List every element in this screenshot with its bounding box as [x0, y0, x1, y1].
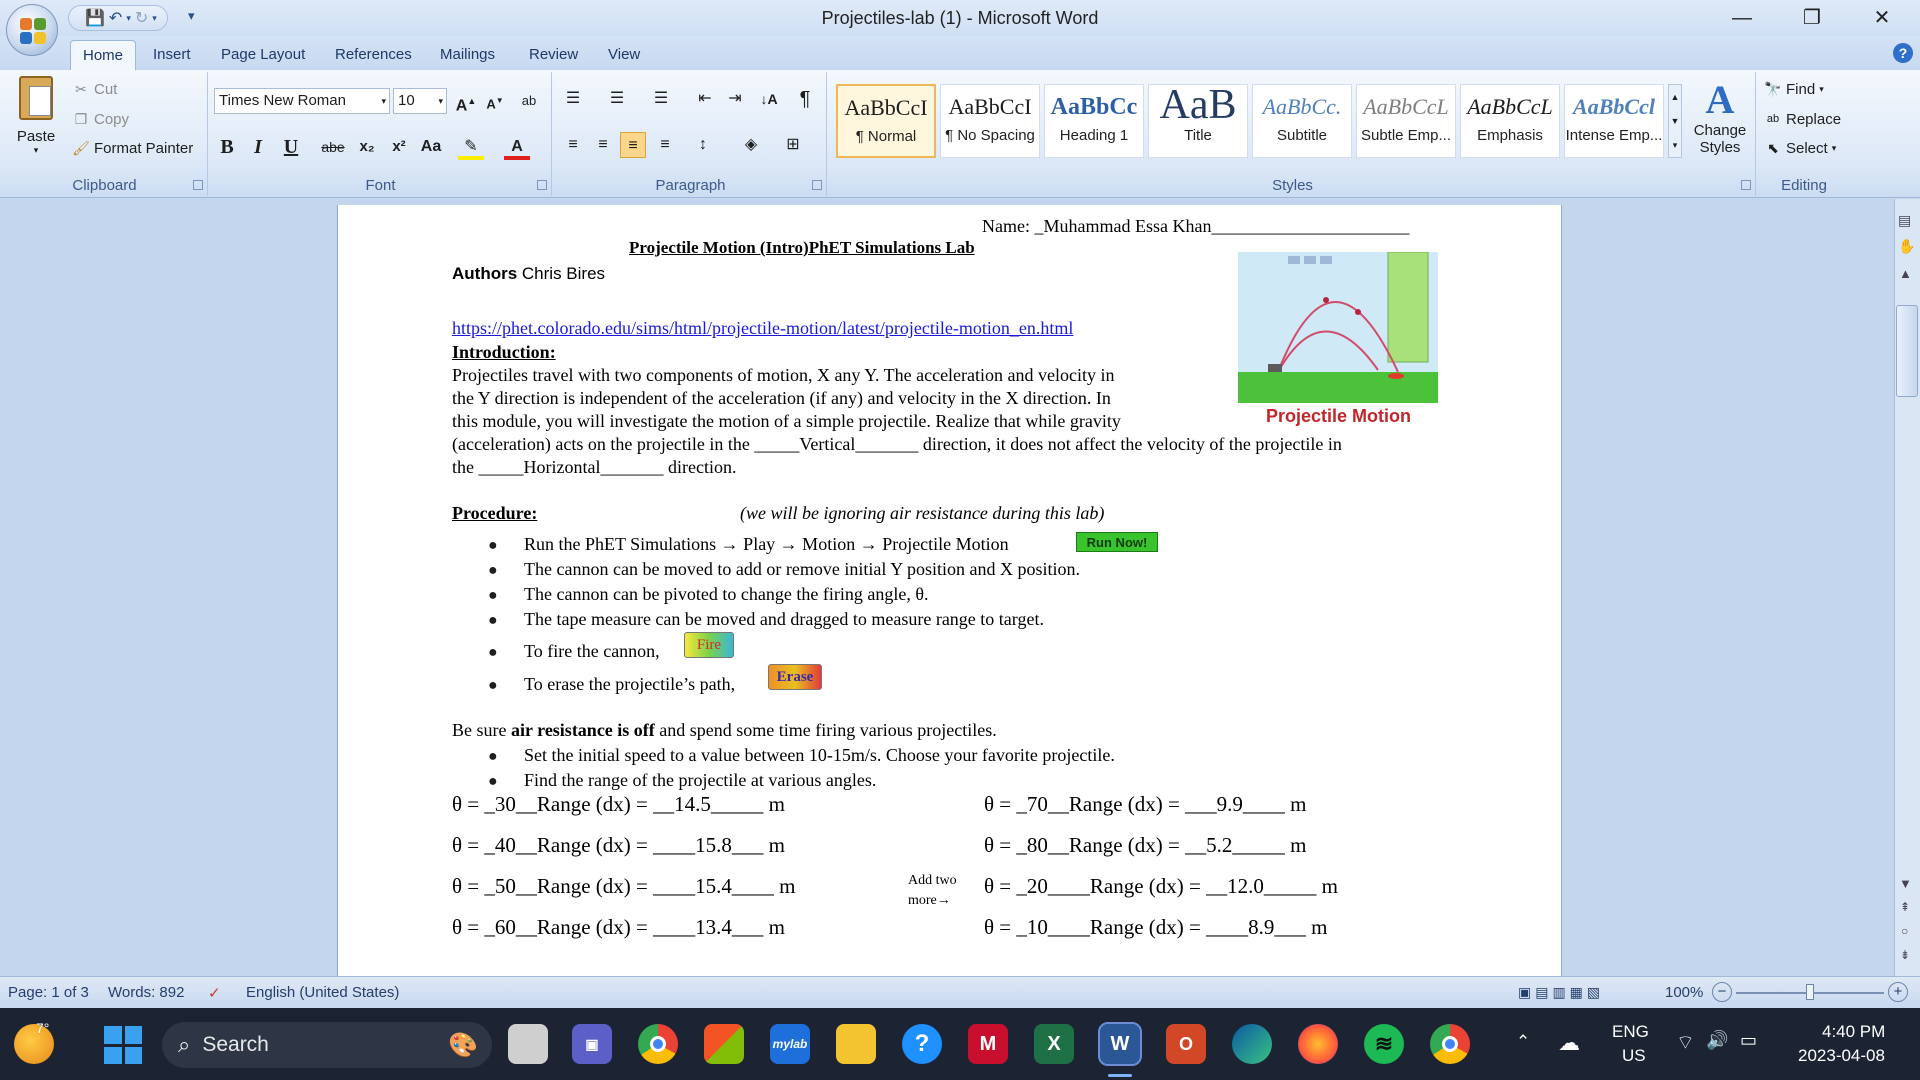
- editing-group-label: Editing: [1781, 177, 1827, 194]
- search-label: Search: [202, 1033, 269, 1056]
- zoom-in-icon[interactable]: +: [1888, 982, 1908, 1002]
- range-left-2: θ = _40__Range (dx) = ____15.8___ m: [452, 833, 785, 857]
- view-buttons-icon[interactable]: ▣▤▥▦▧: [1518, 984, 1605, 1000]
- range-left-1: θ = _30__Range (dx) = __14.5_____ m: [452, 792, 785, 816]
- chrome-profile-icon[interactable]: [1430, 1024, 1470, 1064]
- paste-button[interactable]: Paste ▾: [12, 76, 60, 166]
- style-name: Title: [1184, 127, 1212, 144]
- file-explorer-icon[interactable]: [836, 1024, 876, 1064]
- decrease-indent-icon[interactable]: ⇤: [698, 90, 712, 107]
- office-hub-icon[interactable]: O: [1166, 1024, 1206, 1064]
- select-button[interactable]: ⬉ Select ▾: [1764, 139, 1836, 157]
- range-right-4: θ = _10____Range (dx) = ____8.9___ m: [984, 915, 1328, 939]
- font-size-combo[interactable]: [393, 88, 447, 114]
- clock-date[interactable]: 2023-04-08: [1798, 1046, 1885, 1065]
- tab-home[interactable]: Home: [70, 40, 136, 70]
- show-hidden-icons-icon[interactable]: ⌃: [1516, 1032, 1531, 1051]
- style-name: Subtitle: [1276, 127, 1328, 144]
- close-button[interactable]: ✕: [1873, 7, 1891, 29]
- wifi-icon[interactable]: ⌔: [1676, 1032, 1695, 1054]
- bullet-5: To fire the cannon,: [524, 641, 660, 661]
- format-painter-button[interactable]: [72, 139, 193, 157]
- view-ruler-icon[interactable]: ▤: [1898, 212, 1912, 228]
- customize-qat-icon[interactable]: ▾: [188, 8, 195, 23]
- intro-line-1: Projectiles travel with two components of motion, X any Y. The acceleration and velocity in: [452, 365, 1115, 385]
- previous-page-icon[interactable]: ⇞: [1900, 900, 1911, 914]
- zoom-level[interactable]: 100%: [1665, 984, 1704, 1001]
- windows-start-icon[interactable]: [104, 1026, 142, 1064]
- font-launcher-icon[interactable]: [537, 180, 547, 190]
- copy-icon: ❐: [74, 111, 88, 127]
- battery-icon[interactable]: ▭: [1740, 1030, 1758, 1050]
- weather-temp: 7°: [36, 1020, 50, 1036]
- procedure-note: (we will be ignoring air resistance during this lab): [740, 503, 1105, 523]
- select-browse-object-icon[interactable]: ○: [1901, 924, 1909, 938]
- style-name: Emphasis: [1477, 127, 1543, 144]
- microsoft-store-icon[interactable]: [704, 1024, 744, 1064]
- add-two-label-1: Add two: [908, 873, 957, 888]
- style-sample: AaBbCcI: [844, 95, 928, 120]
- onedrive-icon[interactable]: ☁: [1558, 1030, 1580, 1055]
- style-sample: AaBbCc: [1050, 94, 1138, 120]
- intro-heading: Introduction:: [452, 342, 556, 362]
- tab-references[interactable]: References: [335, 46, 412, 63]
- image-caption: Projectile Motion: [1266, 406, 1412, 426]
- bullet-1: Run the PhET Simulations → Play → Motion → Projectile Motion: [524, 534, 1009, 554]
- phet-link[interactable]: https://phet.colorado.edu/sims/html/projectile-motion/latest/projectile-motion_en.html: [452, 318, 1074, 338]
- window-title: Projectiles-lab (1) - Microsoft Word: [821, 8, 1099, 28]
- align-right-icon[interactable]: ≡: [620, 132, 646, 158]
- air-line-post: and spend some time firing various projectiles.: [659, 720, 997, 740]
- style-title[interactable]: [1148, 84, 1248, 158]
- borders-icon[interactable]: ⊞: [786, 136, 800, 153]
- style-name: Intense Emp...: [1565, 127, 1663, 144]
- style-heading-1[interactable]: [1044, 84, 1144, 158]
- excel-icon[interactable]: X: [1034, 1024, 1074, 1064]
- underline-icon[interactable]: U: [283, 136, 299, 158]
- styles-scroll[interactable]: ▲ ▼ ▾: [1668, 84, 1682, 158]
- style-sample: AaBbCcI: [948, 94, 1032, 119]
- word-count[interactable]: Words: 892: [108, 984, 185, 1001]
- language-us[interactable]: US: [1622, 1046, 1646, 1065]
- air-line-pre: Be sure: [452, 720, 507, 740]
- bullet-icon: ●: [488, 562, 498, 579]
- replace-label: Replace: [1786, 110, 1842, 128]
- bullet-icon: ●: [488, 748, 498, 765]
- align-center-icon[interactable]: ≡: [598, 136, 608, 153]
- status-bar: [0, 976, 1920, 1008]
- procedure-heading: Procedure:: [452, 503, 538, 523]
- find-label: Find: [1786, 80, 1816, 98]
- clipboard-launcher-icon[interactable]: [193, 180, 203, 190]
- zoom-slider-thumb[interactable]: [1806, 984, 1814, 1000]
- paste-label: Paste: [16, 128, 56, 145]
- bullets-icon[interactable]: ☰: [565, 90, 581, 107]
- save-icon[interactable]: 💾: [85, 10, 105, 27]
- sort-icon[interactable]: ↓A: [760, 91, 778, 107]
- clipboard-group-label: Clipboard: [72, 177, 137, 194]
- bullet-6: To erase the projectile’s path,: [524, 674, 736, 694]
- highlight-icon[interactable]: ✎: [458, 134, 484, 160]
- get-help-icon[interactable]: ?: [902, 1024, 942, 1064]
- projectile-motion-image: [1238, 252, 1438, 403]
- bold-icon[interactable]: B: [220, 136, 234, 158]
- scroll-down-icon[interactable]: ▼: [1899, 876, 1912, 891]
- change-styles-label: Change Styles: [1693, 122, 1747, 156]
- projectile-illustration: [1238, 252, 1438, 403]
- authors-label: Authors: [452, 264, 518, 283]
- shrink-font-icon[interactable]: A▼: [486, 96, 504, 112]
- chevron-down-icon[interactable]: ▾: [438, 96, 443, 106]
- italic-icon[interactable]: I: [254, 136, 262, 158]
- replace-icon: ab: [1766, 113, 1780, 125]
- language-status[interactable]: English (United States): [246, 984, 400, 1001]
- add-two-label-2: more→: [908, 893, 951, 908]
- clipboard-icon: [19, 76, 53, 120]
- select-label: Select: [1786, 139, 1828, 157]
- style-normal[interactable]: [836, 84, 936, 158]
- search-icon: ⌕: [178, 1032, 191, 1057]
- help-icon[interactable]: ?: [1893, 43, 1913, 63]
- tab-view[interactable]: View: [608, 46, 641, 63]
- bullet-2: The cannon can be moved to add or remove initial Y position and X position.: [524, 559, 1081, 579]
- cursor-icon: ⬉: [1767, 140, 1779, 156]
- authors-value: Chris Bires: [521, 264, 606, 283]
- name-line: Name: _Muhammad Essa Khan______________________: [982, 216, 1410, 236]
- office-button[interactable]: [6, 4, 58, 56]
- styles-group-label: Styles: [1272, 177, 1313, 194]
- intro-line-5: the _____Horizontal_______ direction.: [452, 457, 737, 477]
- style-intense-emphasis[interactable]: [1564, 84, 1664, 158]
- align-left-icon[interactable]: ≡: [568, 136, 578, 153]
- font-color-icon[interactable]: A: [504, 134, 530, 160]
- run-now-button[interactable]: Run Now!: [1076, 532, 1158, 552]
- multilevel-list-icon[interactable]: ☰: [653, 90, 669, 107]
- fire-button[interactable]: Fire: [684, 632, 734, 658]
- authors-line: [452, 264, 605, 284]
- font-group-label: Font: [365, 177, 396, 194]
- intro-line-4: (acceleration) acts on the projectile in the _____Vertical_______ direction, it does not affect the velocity of the projectile in: [452, 434, 1342, 454]
- tab-review[interactable]: Review: [529, 46, 579, 63]
- scroll-thumb[interactable]: [1896, 305, 1918, 397]
- teams-chat-icon[interactable]: ▣: [572, 1024, 612, 1064]
- style-emphasis[interactable]: [1460, 84, 1560, 158]
- style-subtle-emphasis[interactable]: [1356, 84, 1456, 158]
- search-highlight-icon: 🎨: [448, 1031, 478, 1059]
- page-count[interactable]: Page: 1 of 3: [8, 984, 89, 1001]
- font-name-value: Times New Roman: [219, 92, 346, 109]
- style-sample: AaBbCc.: [1262, 94, 1342, 119]
- cut-button[interactable]: [72, 80, 117, 98]
- style-subtitle[interactable]: [1252, 84, 1352, 158]
- increase-indent-icon[interactable]: ⇥: [728, 90, 742, 107]
- style-sample: AaBbCcl: [1573, 94, 1655, 119]
- bullet-icon: ●: [488, 644, 498, 661]
- word-icon[interactable]: W: [1100, 1024, 1140, 1064]
- mcafee-icon[interactable]: M: [968, 1024, 1008, 1064]
- tab-page-layout[interactable]: Page Layout: [221, 46, 306, 63]
- bullet-icon: ●: [488, 677, 498, 694]
- erase-button[interactable]: Erase: [768, 664, 822, 690]
- numbering-icon[interactable]: ☰: [609, 90, 625, 107]
- proofing-icon[interactable]: ✓: [208, 985, 221, 1002]
- cut-label: Cut: [94, 80, 118, 98]
- replace-button[interactable]: [1764, 110, 1841, 128]
- font-size-value: 10: [398, 92, 415, 109]
- paragraph-group-label: Paragraph: [655, 177, 726, 194]
- range-left-3: θ = _50__Range (dx) = ____15.4____ m: [452, 874, 796, 898]
- air-line-bold: air resistance is off: [510, 720, 655, 740]
- find-button[interactable]: 🔭 Find ▾: [1764, 80, 1824, 98]
- range-right-3: θ = _20____Range (dx) = __12.0_____ m: [984, 874, 1338, 898]
- style-no-spacing[interactable]: [940, 84, 1040, 158]
- air-resistance-line: [452, 720, 997, 741]
- zoom-out-icon[interactable]: −: [1712, 982, 1732, 1002]
- scroll-up-icon[interactable]: ▲: [1899, 266, 1912, 281]
- bullet2-2: Find the range of the projectile at various angles.: [524, 770, 877, 790]
- tab-insert[interactable]: Insert: [153, 46, 191, 63]
- intro-line-3: this module, you will investigate the motion of a simple projectile. Realize that while gravity: [452, 411, 1121, 431]
- style-sample: AaB: [1159, 85, 1237, 127]
- subscript-icon[interactable]: x₂: [359, 138, 375, 155]
- binoculars-icon: 🔭: [1764, 81, 1782, 97]
- style-name: Heading 1: [1059, 127, 1129, 144]
- bullet-icon: ●: [488, 773, 498, 790]
- clear-formatting-icon[interactable]: ab: [521, 93, 537, 108]
- style-name: Subtle Emp...: [1360, 127, 1452, 144]
- change-styles-button[interactable]: [1688, 78, 1752, 156]
- next-page-icon[interactable]: ⇟: [1900, 948, 1911, 962]
- pan-hand-icon[interactable]: ✋: [1898, 238, 1916, 254]
- range-right-2: θ = _80__Range (dx) = __5.2_____ m: [984, 833, 1307, 857]
- chrome-icon[interactable]: [638, 1024, 678, 1064]
- task-view-icon[interactable]: [508, 1024, 548, 1064]
- intro-line-2: the Y direction is independent of the acceleration (if any) and velocity in the X direction. In: [452, 388, 1111, 408]
- range-right-1: θ = _70__Range (dx) = ___9.9____ m: [984, 792, 1307, 816]
- style-sample: AaBbCcL: [1363, 94, 1449, 119]
- bullet-3: The cannon can be pivoted to change the firing angle, θ.: [524, 584, 929, 604]
- bullet-icon: ●: [488, 612, 498, 629]
- change-styles-icon: A: [1705, 77, 1735, 122]
- spotify-icon[interactable]: ≋: [1364, 1024, 1404, 1064]
- copy-label: Copy: [94, 110, 130, 128]
- copy-button[interactable]: [72, 110, 129, 128]
- style-name: ¶ No Spacing: [945, 127, 1035, 144]
- tab-mailings[interactable]: Mailings: [440, 46, 496, 63]
- style-name: ¶ Normal: [855, 128, 917, 145]
- paragraph-launcher-icon[interactable]: [812, 180, 822, 190]
- pilcrow-icon[interactable]: ¶: [799, 88, 811, 110]
- superscript-icon[interactable]: x²: [392, 138, 406, 155]
- volume-icon[interactable]: 🔊: [1706, 1030, 1729, 1050]
- language-eng[interactable]: ENG: [1612, 1022, 1649, 1041]
- edge-icon[interactable]: [1232, 1024, 1272, 1064]
- firefox-icon[interactable]: [1298, 1024, 1338, 1064]
- redo-icon[interactable]: ↻: [134, 10, 149, 27]
- taskbar-search[interactable]: [162, 1022, 492, 1068]
- redo-dropdown-icon[interactable]: ▾: [152, 12, 157, 23]
- change-case-icon[interactable]: Aa: [420, 138, 442, 155]
- minimize-button[interactable]: —: [1732, 7, 1752, 29]
- clock-time[interactable]: 4:40 PM: [1822, 1022, 1886, 1041]
- restore-button[interactable]: ❐: [1803, 7, 1821, 29]
- grow-font-icon[interactable]: A▲: [455, 96, 477, 115]
- format-painter-label: Format Painter: [94, 139, 194, 157]
- font-name-combo[interactable]: [214, 88, 390, 114]
- bullet2-1: Set the initial speed to a value between 10-15m/s. Choose your favorite projectile.: [524, 745, 1115, 765]
- strikethrough-icon[interactable]: abe: [321, 139, 345, 155]
- paintbrush-icon: 🖌: [72, 140, 90, 156]
- range-left-4: θ = _60__Range (dx) = ____13.4___ m: [452, 915, 785, 939]
- mylab-icon[interactable]: mylab: [770, 1024, 810, 1064]
- doc-title: Projectile Motion (Intro)PhET Simulations Lab: [629, 238, 975, 257]
- style-sample: AaBbCcL: [1467, 94, 1553, 119]
- scissors-icon: ✂: [75, 81, 87, 97]
- bullet-4: The tape measure can be moved and dragged to measure range to target.: [524, 609, 1044, 629]
- line-spacing-icon[interactable]: ↕: [699, 136, 707, 153]
- word-active-indicator: [1108, 1074, 1132, 1077]
- shading-icon[interactable]: ◈: [744, 136, 758, 153]
- chevron-down-icon[interactable]: ▾: [381, 96, 386, 106]
- office-logo-icon: [20, 18, 46, 44]
- styles-launcher-icon[interactable]: [1741, 180, 1751, 190]
- bullet-icon: ●: [488, 587, 498, 604]
- bullet-icon: ●: [488, 537, 498, 554]
- undo-icon[interactable]: ↶: [108, 10, 123, 27]
- justify-icon[interactable]: ≡: [660, 136, 670, 153]
- undo-dropdown-icon[interactable]: ▾: [126, 12, 131, 23]
